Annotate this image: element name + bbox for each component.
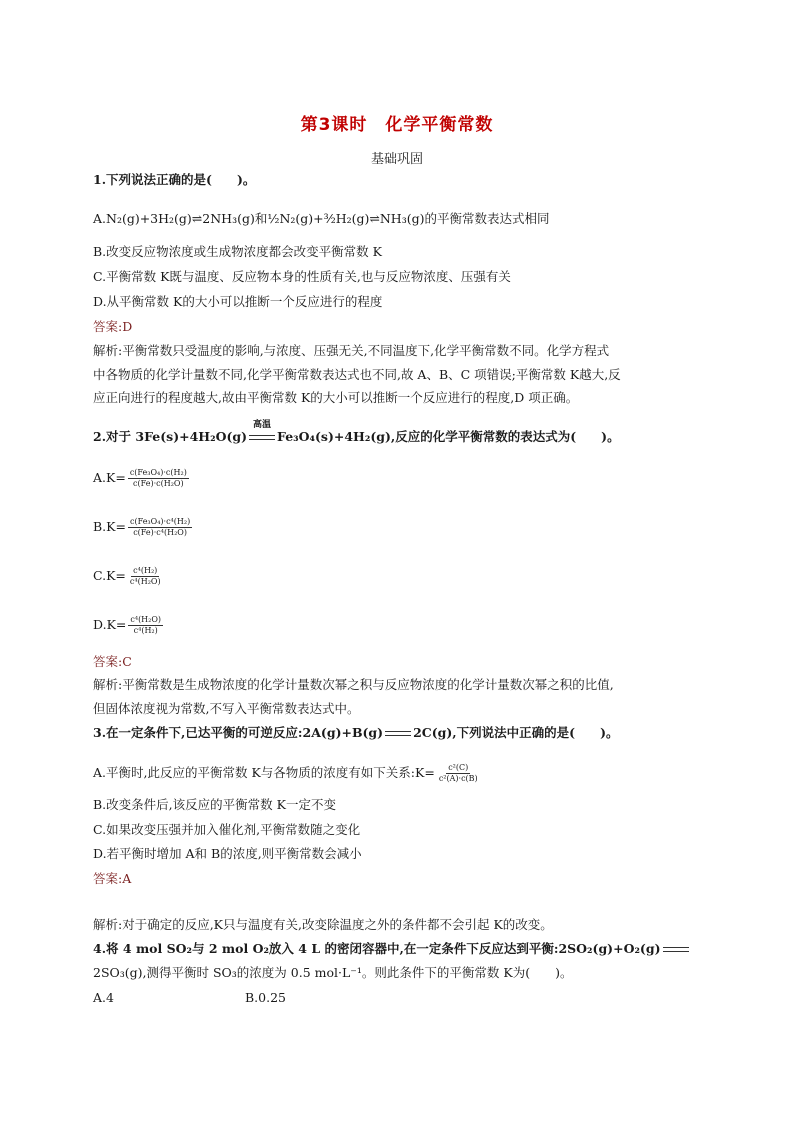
q2-answer: 答案:C	[93, 654, 132, 669]
q4-stem-text: 4.将 4 mol SO₂与 2 mol O₂放入 4 L 的密闭容器中,在一定条件下反应达到平衡:2SO₂(g)+O₂(g)	[93, 941, 661, 956]
q3-stem-pre: 3.在一定条件下,已达平衡的可逆反应:2A(g)+B(g)	[93, 725, 384, 740]
q3-stem	[93, 725, 619, 741]
page-title: 第3课时 化学平衡常数	[300, 115, 494, 135]
q1-explanation-line-2: 中各物质的化学计量数不同,化学平衡常数表达式也不同,故 A、B、C 项错误;平衡常数 K越大,反	[93, 367, 621, 382]
q4-stem-line-1	[93, 941, 691, 957]
q3-option-a-text: A.平衡时,此反应的平衡常数 K与各物质的浓度有如下关系:K=	[93, 765, 435, 780]
q2-option-a	[93, 468, 189, 489]
denominator: c(Fe)·c⁴(H₂O)	[133, 528, 187, 537]
k-prefix: K=	[106, 470, 126, 485]
numerator: c⁴(H₂)	[133, 566, 158, 575]
q2-option-d	[93, 615, 163, 636]
q2-option-b-label: B.	[93, 519, 107, 534]
q2-condition: 高温	[253, 420, 272, 430]
equilibrium-arrow-icon	[385, 730, 411, 738]
fraction	[128, 566, 163, 587]
denominator: c⁴(H₂)	[133, 626, 158, 635]
q3-explanation-line-1: 解析:对于确定的反应,K只与温度有关,改变除温度之外的条件都不会引起 K的改变。	[93, 917, 553, 932]
section-heading: 基础巩固	[370, 152, 423, 167]
k-prefix: K=	[106, 568, 126, 583]
denominator: c²(A)·c(B)	[438, 774, 478, 783]
q2-option-c-label: C.	[93, 568, 107, 583]
q3-option-c: C.如果改变压强并加入催化剂,平衡常数随之变化	[93, 822, 361, 837]
q4-option-b: B.0.25	[245, 990, 286, 1005]
k-prefix: K=	[106, 519, 126, 534]
numerator: c(Fe₃O₄)·c⁴(H₂)	[129, 517, 191, 526]
q3-option-a	[93, 763, 480, 784]
fraction	[128, 517, 192, 538]
equilibrium-arrow-icon	[249, 434, 275, 442]
fraction	[437, 763, 480, 784]
q1-stem: 1.下列说法正确的是( )。	[93, 172, 256, 187]
q3-stem-post: 2C(g),下列说法中正确的是( )。	[413, 725, 619, 740]
q4-option-a: A.4	[93, 990, 114, 1005]
q2-explanation-line-1: 解析:平衡常数是生成物浓度的化学计量数次幂之积与反应物浓度的化学计量数次幂之积的比值,	[93, 677, 614, 692]
q3-option-b: B.改变条件后,该反应的平衡常数 K一定不变	[93, 797, 336, 812]
q1-option-a: A.N₂(g)+3H₂(g)⇌2NH₃(g)和½N₂(g)+³⁄₂H₂(g)⇌NH₃(g)的平衡常数表达式相同	[93, 211, 550, 226]
reaction-arrow	[247, 420, 277, 445]
q1-explanation-line-1: 解析:平衡常数只受温度的影响,与浓度、压强无关,不同温度下,化学平衡常数不同。化学方程式	[93, 343, 610, 358]
q3-answer: 答案:A	[93, 871, 132, 886]
numerator: c²(C)	[448, 763, 469, 772]
q2-stem-post: Fe₃O₄(s)+4H₂(g),反应的化学平衡常数的表达式为( )。	[277, 429, 620, 444]
q2-stem	[93, 420, 620, 445]
k-prefix: K=	[106, 617, 127, 632]
q4-stem-line-2: 2SO₃(g),测得平衡时 SO₃的浓度为 0.5 mol·L⁻¹。则此条件下的平衡常数 K为( )。	[93, 965, 573, 980]
fraction	[128, 468, 189, 489]
fraction	[128, 615, 163, 636]
q2-option-d-label: D.	[93, 617, 107, 632]
q2-option-a-label: A.	[93, 470, 107, 485]
numerator: c⁴(H₂O)	[130, 615, 162, 624]
q2-option-b	[93, 517, 192, 538]
q3-option-d: D.若平衡时增加 A和 B的浓度,则平衡常数会减小	[93, 846, 362, 861]
numerator: c(Fe₃O₄)·c(H₂)	[129, 468, 187, 477]
q1-option-c: C.平衡常数 K既与温度、反应物本身的性质有关,也与反应物浓度、压强有关	[93, 269, 511, 284]
q1-option-b: B.改变反应物浓度或生成物浓度都会改变平衡常数 K	[93, 244, 382, 259]
q2-explanation-line-2: 但固体浓度视为常数,不写入平衡常数表达式中。	[93, 701, 360, 716]
denominator: c⁴(H₂O)	[129, 577, 161, 586]
q1-answer: 答案:D	[93, 319, 133, 334]
denominator: c(Fe)·c(H₂O)	[133, 479, 184, 488]
q2-option-c	[93, 566, 163, 587]
q1-explanation-line-3: 应正向进行的程度越大,故由平衡常数 K的大小可以推断一个反应进行的程度,D 项正确。	[93, 390, 579, 405]
q2-stem-pre: 2.对于 3Fe(s)+4H₂O(g)	[93, 429, 248, 444]
q1-option-d: D.从平衡常数 K的大小可以推断一个反应进行的程度	[93, 294, 383, 309]
equilibrium-arrow-icon	[663, 946, 689, 954]
